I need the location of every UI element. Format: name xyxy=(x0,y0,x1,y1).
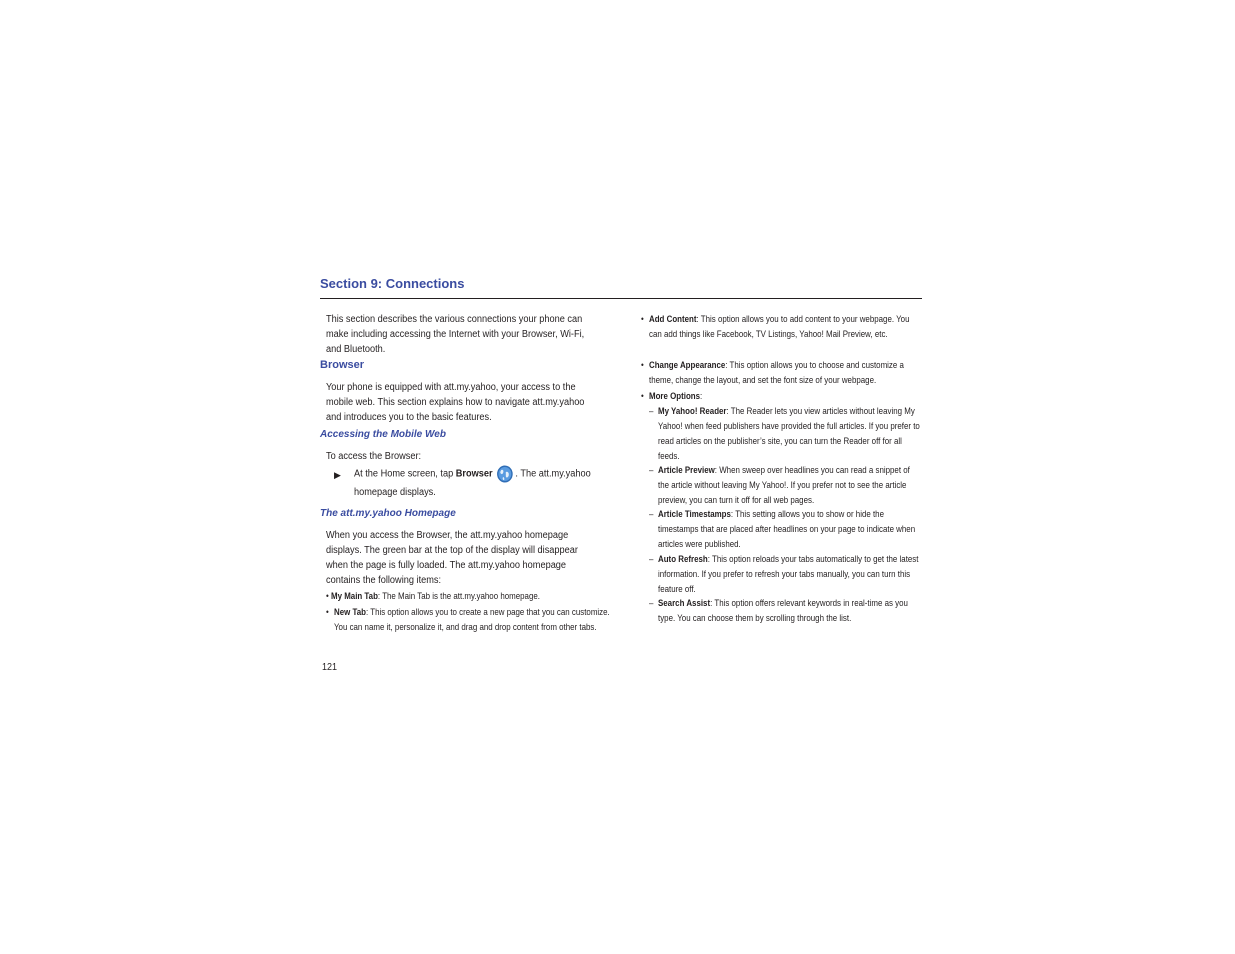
list-item-more-options xyxy=(649,389,922,404)
bullet: • xyxy=(641,314,644,324)
item-label: My Main Tab xyxy=(330,591,378,601)
item-text: : This option allows you to add content to your webpage. You can add things like Facebook, TV Listings, Yahoo! Mail Preview, etc. xyxy=(649,314,910,339)
access-step xyxy=(354,465,621,502)
dash: – xyxy=(649,465,654,475)
item-label: Article Timestamps xyxy=(658,509,731,519)
sub-item-article-preview xyxy=(658,463,922,508)
list-item-new-tab xyxy=(334,605,612,635)
dash: – xyxy=(649,406,654,416)
section-title: Section 9: Connections xyxy=(320,276,465,291)
item-text: : The Reader lets you view articles without leaving My Yahoo! when feed publishers have provided the full articles. If you prefer to read articles on the publisher’s site, you can turn the Reader off for all feeds. xyxy=(658,406,920,461)
item-label: Auto Refresh xyxy=(658,554,708,564)
item-text: : This setting allows you to show or hide the timestamps that are placed after headlines on your page to indicate when articles were published. xyxy=(658,509,916,549)
item-text: : This option allows you to create a new page that you can customize. You can name it, personalize it, and drag and drop content from other tabs. xyxy=(334,607,610,632)
accessing-intro: To access the Browser: xyxy=(326,451,422,462)
item-label: Add Content xyxy=(649,314,697,324)
list-item-main-tab xyxy=(326,589,608,604)
item-label: Change Appearance xyxy=(649,360,726,370)
list-item-change-appearance xyxy=(649,358,922,388)
item-text: : This option reloads your tabs automatically to get the latest information. If you prefer to refresh your tabs manually, you can turn this feature off. xyxy=(658,554,919,594)
item-label: My Yahoo! Reader xyxy=(658,406,727,416)
section-rule xyxy=(320,298,922,299)
accessing-heading: Accessing the Mobile Web xyxy=(320,429,446,440)
page-number: 121 xyxy=(322,662,338,673)
bullet: • xyxy=(641,391,644,401)
browser-paragraph: Your phone is equipped with att.my.yahoo, your access to the mobile web. This section explains how to navigate att.my.yahoo and introduces you to the basic features. xyxy=(326,382,585,423)
browser-globe-icon xyxy=(497,465,514,483)
step-text-pre: At the Home screen, tap xyxy=(354,468,456,480)
item-text: : The Main Tab is the att.my.yahoo homepage. xyxy=(377,591,540,601)
sub-item-reader xyxy=(658,404,922,464)
browser-heading: Browser xyxy=(320,359,365,371)
homepage-paragraph: When you access the Browser, the att.my.yahoo homepage displays. The green bar at the top of the display will disappear when the page is fully loaded. The att.my.yahoo homepage contains the following items: xyxy=(326,530,578,586)
sub-item-article-timestamps xyxy=(658,507,922,552)
sub-item-search-assist xyxy=(658,596,922,626)
intro-paragraph: This section describes the various connections your phone can make including accessing the Internet with your Browser, Wi-Fi, and Bluetooth. xyxy=(326,314,585,355)
item-label: More Options xyxy=(649,391,701,401)
item-label: New Tab xyxy=(334,607,366,617)
step-text-post: . The att.my.yahoo xyxy=(515,468,591,480)
sub-item-auto-refresh xyxy=(658,552,922,597)
dash: – xyxy=(649,598,654,608)
item-label: Search Assist xyxy=(658,598,711,608)
item-text: : When sweep over headlines you can read a snippet of the article without leaving My Yahoo!. If you prefer not to see the article preview, you can turn it off for all web pages. xyxy=(658,465,910,505)
homepage-heading: The att.my.yahoo Homepage xyxy=(320,508,456,519)
step-text-line2: homepage displays. xyxy=(354,486,436,498)
list-item-add-content xyxy=(649,312,922,342)
bullet: • xyxy=(326,607,329,617)
dash: – xyxy=(649,509,654,519)
step-arrow-icon: ▶ xyxy=(334,470,341,480)
item-text: : This option offers relevant keywords in real-time as you type. You can choose them by scrolling through the list. xyxy=(658,598,908,623)
bullet: • xyxy=(641,360,644,370)
bullet: • xyxy=(326,591,329,601)
item-text: : This option allows you to choose and customize a theme, change the layout, and set the font size of your webpage. xyxy=(649,360,904,385)
item-label: Article Preview xyxy=(658,465,715,475)
item-text: : xyxy=(700,391,703,401)
dash: – xyxy=(649,554,654,564)
step-browser-label: Browser xyxy=(455,468,493,480)
